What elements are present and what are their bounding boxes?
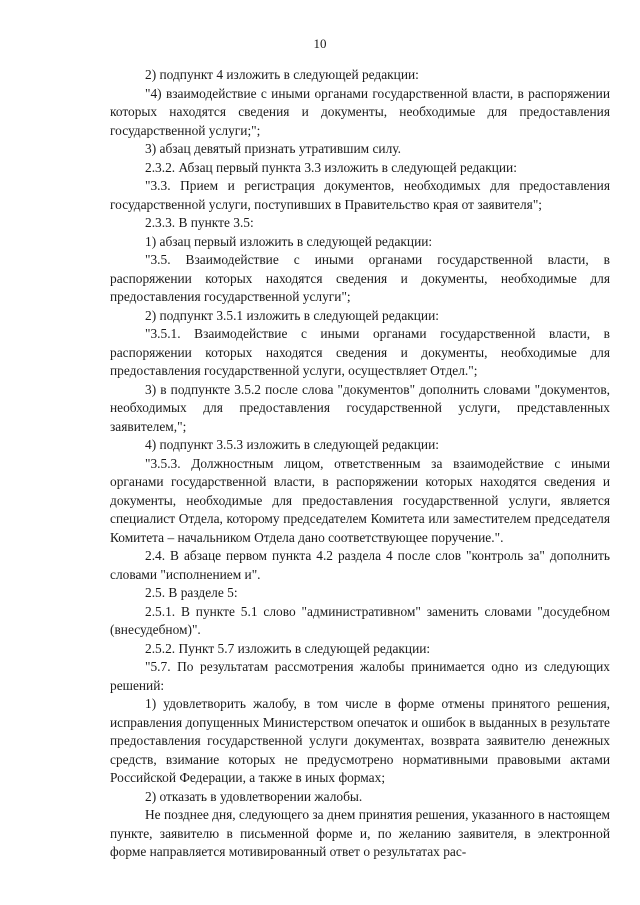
paragraph: 2.5.1. В пункте 5.1 слово "административном" заменить словами "досудебном (внесудебном)". bbox=[110, 603, 610, 637]
page-number: 10 bbox=[313, 36, 327, 51]
paragraph: 2.3.2. Абзац первый пункта 3.3 изложить в следующей редакции: bbox=[145, 159, 517, 175]
paragraph: "3.5.1. Взаимодействие с иными органами государственной власти, в распоряжении которых находятся сведения и документы, необходимые для предоставления государственной услуги, осуществляет Отдел."; bbox=[110, 326, 610, 378]
paragraph: 2.3.3. В пункте 3.5: bbox=[145, 215, 254, 230]
paragraph: "3.5.3. Должностным лицом, ответственным за взаимодействие с иными органами государственной власти, в распоряжении которых находятся сведения и документы, необходимые для предоставления государственной услуги, является специалист Отдела, которому председателем Комитета или заместителем председателя Комитета – начальником Отдела дано соответствующее поручение.". bbox=[110, 455, 610, 545]
paragraph: 2) отказать в удовлетворении жалобы. bbox=[145, 788, 363, 804]
paragraph: 1) абзац первый изложить в следующей редакции: bbox=[145, 233, 433, 249]
paragraph: 2.5.2. Пункт 5.7 изложить в следующей редакции: bbox=[145, 640, 431, 656]
paragraph: 2.5. В разделе 5: bbox=[145, 585, 238, 600]
paragraph: 3) в подпункте 3.5.2 после слова "документов" дополнить словами "документов, необходимых для предоставления государственной услуги, представленных заявителем,"; bbox=[110, 381, 610, 434]
paragraph: Не позднее дня, следующего за днем принятия решения, указанного в настоящем пункте, заявителю в письменной форме и, по желанию заявителя, в электронной форме направляется мотивированный ответ о результатах рас- bbox=[110, 807, 610, 859]
paragraph: 2.4. В абзаце первом пункта 4.2 раздела 4 после слов "контроль за" дополнить словами "исполнением и". bbox=[110, 548, 610, 582]
document-body bbox=[110, 66, 610, 862]
paragraph: "5.7. По результатам рассмотрения жалобы принимается одно из следующих решений: bbox=[110, 659, 610, 693]
paragraph: "4) взаимодействие с иными органами государственной власти, в распоряжении которых находятся сведения и документы, необходимые для предоставления государственной услуги;"; bbox=[110, 85, 610, 138]
paragraph: "3.3. Прием и регистрация документов, необходимых для предоставления государственной услуги, поступивших в Правительство края от заявителя"; bbox=[110, 178, 610, 212]
paragraph: 3) абзац девятый признать утратившим силу. bbox=[145, 141, 401, 156]
paragraph: 2) подпункт 4 изложить в следующей редакции: bbox=[145, 67, 419, 82]
paragraph: 4) подпункт 3.5.3 изложить в следующей редакции: bbox=[145, 437, 439, 452]
paragraph: "3.5. Взаимодействие с иными органами государственной власти, в распоряжении которых находятся сведения и документы, необходимые для предоставления государственной услуги"; bbox=[110, 252, 610, 304]
paragraph: 2) подпункт 3.5.1 изложить в следующей редакции: bbox=[145, 307, 439, 323]
paragraph: 1) удовлетворить жалобу, в том числе в форме отмены принятого решения, исправления допущенных Министерством опечаток и ошибок в выданных в результате предоставления государственной услуги документах, возврата заявителю денежных средств, взимание которых не предусмотрено нормативными правовыми актами Российской Федерации, а также в иных формах; bbox=[110, 696, 610, 785]
